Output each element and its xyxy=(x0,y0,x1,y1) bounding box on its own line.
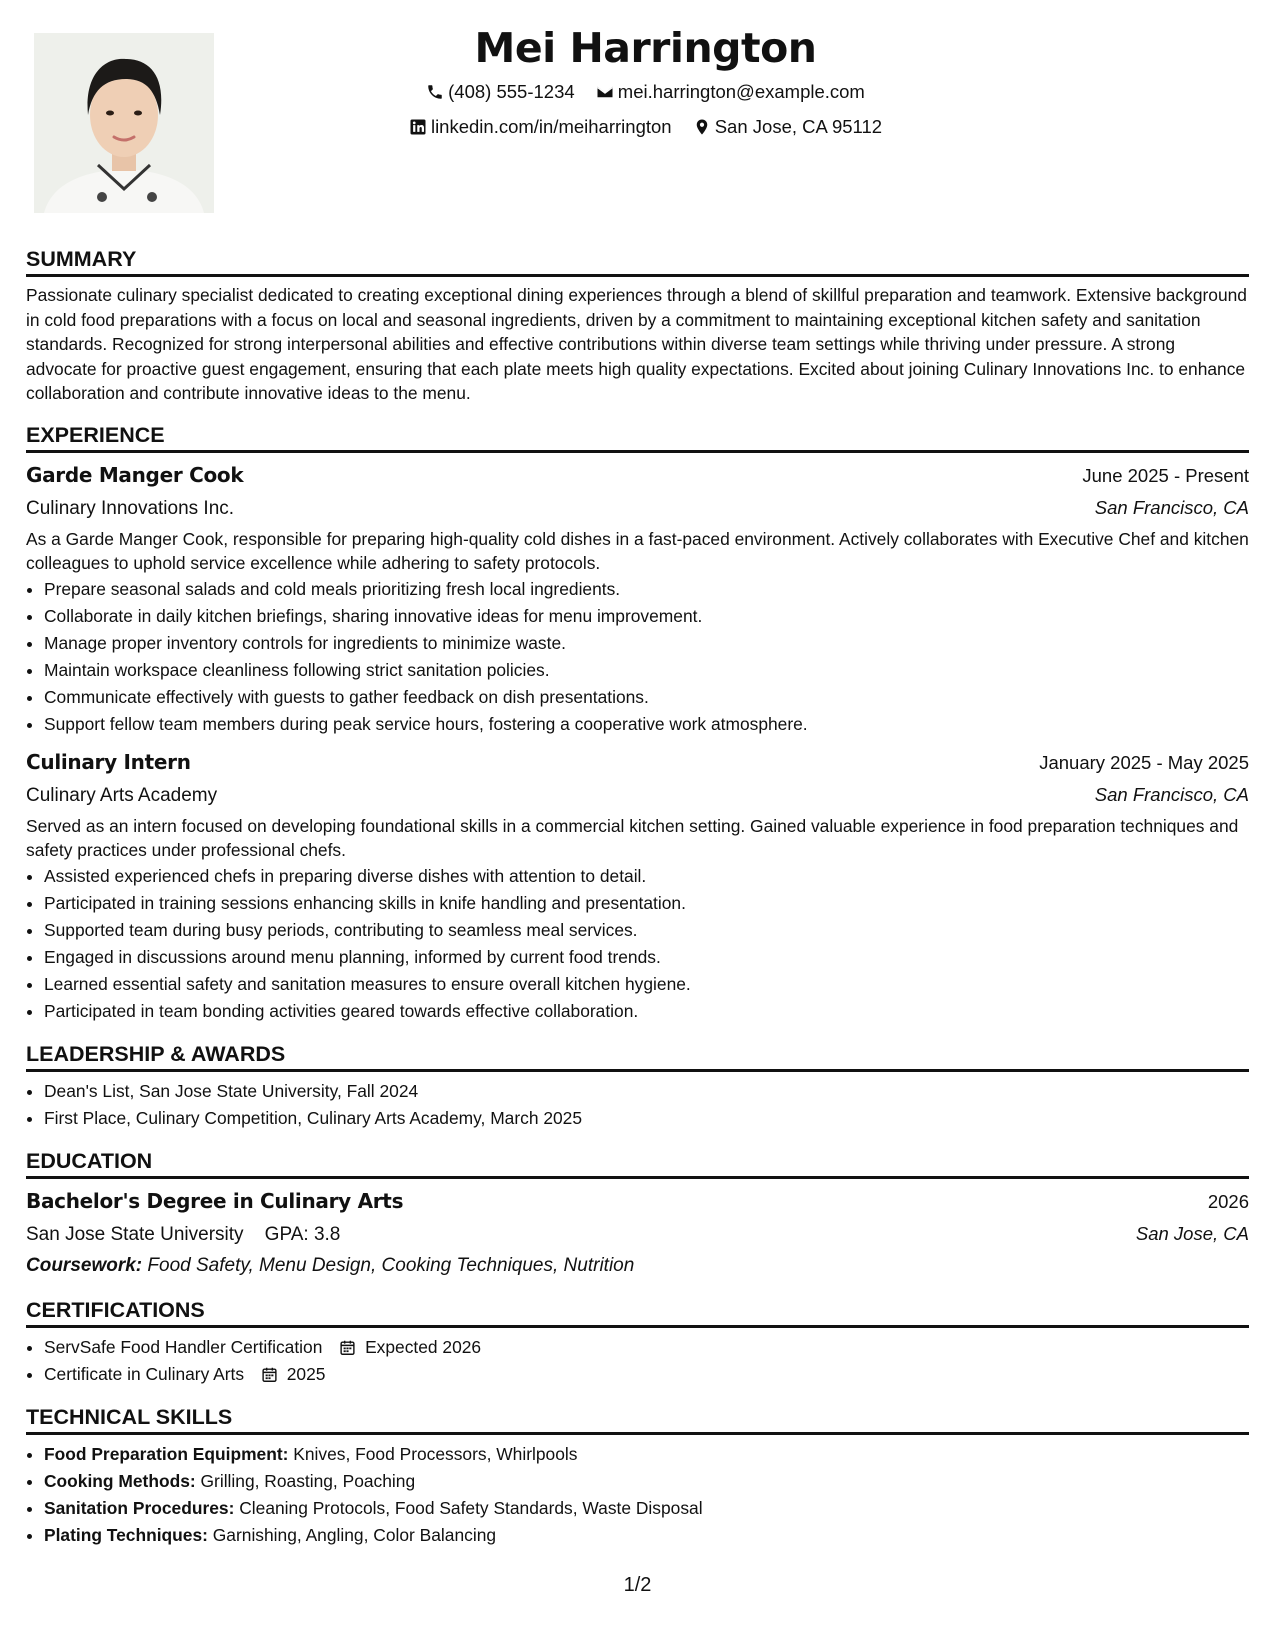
phone-contact[interactable] xyxy=(426,76,575,108)
school-info xyxy=(26,1219,340,1251)
skills-list xyxy=(26,1441,1249,1549)
skill-value: Garnishing, Angling, Color Balancing xyxy=(212,1524,497,1545)
awards-list xyxy=(26,1078,1249,1132)
contact-line-1 xyxy=(0,76,1275,111)
job-date: January 2025 - May 2025 xyxy=(1039,751,1249,773)
education-heading: EDUCATION xyxy=(26,1146,1249,1179)
list-item: • Participated in training sessions enhancing skills in knife handling and presentation. xyxy=(44,890,1249,917)
skill-label: Cooking Methods: xyxy=(44,1470,196,1491)
list-item: • Participated in team bonding activities geared towards effective collaboration. xyxy=(44,998,1249,1025)
job-bullets xyxy=(26,576,1249,738)
list-item: • Assisted experienced chefs in preparing diverse dishes with attention to detail. xyxy=(44,863,1249,890)
skill-value: Knives, Food Processors, Whirlpools xyxy=(293,1443,578,1464)
list-item: • First Place, Culinary Competition, Culinary Arts Academy, March 2025 xyxy=(44,1105,1249,1132)
school-row xyxy=(26,1218,1249,1251)
certification-name: Certificate in Culinary Arts xyxy=(44,1363,245,1384)
email-text: mei.harrington@example.com xyxy=(617,81,865,102)
job-location: San Francisco, CA xyxy=(1094,783,1249,805)
job-organization: Culinary Innovations Inc. xyxy=(26,497,235,519)
education-section xyxy=(26,1146,1249,1281)
certification-date: Expected 2026 xyxy=(365,1336,482,1357)
list-item: • Support fellow team members during peak service hours, fostering a cooperative work atmosphere. xyxy=(44,711,1249,738)
job-title-row xyxy=(26,459,1249,492)
job-org-row xyxy=(26,492,1249,525)
job-title: Garde Manger Cook xyxy=(26,462,244,487)
list-item: • Learned essential safety and sanitation measures to ensure overall kitchen hygiene. xyxy=(44,971,1249,998)
phone-text: (408) 555-1234 xyxy=(448,81,575,102)
calendar-icon xyxy=(261,1366,278,1383)
email-contact[interactable] xyxy=(596,76,865,108)
school-name: San Jose State University xyxy=(26,1223,244,1245)
awards-section xyxy=(26,1039,1249,1132)
job-date: June 2025 - Present xyxy=(1082,464,1249,486)
job-description: Served as an intern focused on developing foundational skills in a commercial kitchen setting. Gained valuable experience in food preparation techniques and safety practices under professional chefs. xyxy=(26,815,1239,860)
list-item: • Collaborate in daily kitchen briefings, sharing innovative ideas for menu improvement. xyxy=(44,603,1249,630)
skills-section xyxy=(26,1402,1249,1549)
phone-icon xyxy=(426,83,444,101)
skill-label: Plating Techniques: xyxy=(44,1524,208,1545)
coursework-list: Food Safety, Menu Design, Cooking Techniques, Nutrition xyxy=(147,1254,635,1276)
certification-date: 2025 xyxy=(286,1363,326,1384)
map-pin-icon xyxy=(693,118,711,136)
certifications-heading: CERTIFICATIONS xyxy=(26,1295,1249,1328)
envelope-icon xyxy=(596,83,614,101)
skill-label: Sanitation Procedures: xyxy=(44,1497,235,1518)
gpa: GPA: 3.8 xyxy=(264,1223,341,1245)
list-item: • Maintain workspace cleanliness following strict sanitation policies. xyxy=(44,657,1249,684)
skill-value: Cleaning Protocols, Food Safety Standards, Waste Disposal xyxy=(239,1497,703,1518)
skill-value: Grilling, Roasting, Poaching xyxy=(200,1470,416,1491)
list-item xyxy=(44,1468,1249,1495)
certification-name: ServSafe Food Handler Certification xyxy=(44,1336,323,1357)
location-text: San Jose, CA 95112 xyxy=(714,116,883,137)
skill-label: Food Preparation Equipment: xyxy=(44,1443,289,1464)
coursework xyxy=(26,1251,1249,1281)
degree-row xyxy=(26,1185,1249,1218)
graduation-year: 2026 xyxy=(1207,1190,1249,1212)
certifications-list xyxy=(26,1334,1249,1388)
list-item: • Supported team during busy periods, contributing to seamless meal services. xyxy=(44,917,1249,944)
list-item: • Prepare seasonal salads and cold meals prioritizing fresh local ingredients. xyxy=(44,576,1249,603)
resume-header xyxy=(0,20,1275,146)
list-item: • Communicate effectively with guests to gather feedback on dish presentations. xyxy=(44,684,1249,711)
school-location: San Jose, CA xyxy=(1135,1222,1249,1244)
list-item: • Manage proper inventory controls for ingredients to minimize waste. xyxy=(44,630,1249,657)
job-location: San Francisco, CA xyxy=(1094,496,1249,518)
certifications-section xyxy=(26,1295,1249,1388)
experience-heading: EXPERIENCE xyxy=(26,420,1249,453)
summary-heading: SUMMARY xyxy=(26,244,1249,277)
job-organization: Culinary Arts Academy xyxy=(26,784,218,806)
job-title: Culinary Intern xyxy=(26,749,191,774)
summary-text: Passionate culinary specialist dedicated to creating exceptional dining experiences through a blend of skillful preparation and teamwork. Extensive background in cold food preparations with a focus on local and seasonal ingredients, driven by a commitment to maintaining exceptional kitchen safety and sanitation standards. Recognized for strong interpersonal abilities and effective contributions within diverse team settings while thriving under pressure. A strong advocate for proactive guest engagement, ensuring that each plate meets high quality expectations. Excited about joining Culinary Innovations Inc. to enhance collaboration and contribute innovative ideas to the menu. xyxy=(26,285,1247,403)
linkedin-text: linkedin.com/in/meiharrington xyxy=(430,116,672,137)
degree-name: Bachelor's Degree in Culinary Arts xyxy=(26,1188,404,1213)
resume-body xyxy=(26,244,1249,1563)
job-entry xyxy=(26,459,1249,738)
list-item xyxy=(44,1495,1249,1522)
list-item: • Engaged in discussions around menu planning, informed by current food trends. xyxy=(44,944,1249,971)
list-item xyxy=(44,1334,1249,1361)
skills-heading: TECHNICAL SKILLS xyxy=(26,1402,1249,1435)
page-number: 1/2 xyxy=(623,1574,652,1596)
list-item xyxy=(44,1441,1249,1468)
calendar-icon xyxy=(339,1339,356,1356)
job-entry xyxy=(26,746,1249,1025)
list-item: • Dean's List, San Jose State University, Fall 2024 xyxy=(44,1078,1249,1105)
awards-heading: LEADERSHIP & AWARDS xyxy=(26,1039,1249,1072)
contact-line-2 xyxy=(0,111,1275,146)
candidate-name: Mei Harrington xyxy=(474,24,817,72)
linkedin-icon xyxy=(409,118,427,136)
job-org-row xyxy=(26,779,1249,812)
linkedin-contact[interactable] xyxy=(409,111,672,143)
location-contact xyxy=(693,111,882,143)
coursework-label: Coursework: xyxy=(26,1254,143,1276)
job-bullets xyxy=(26,863,1249,1025)
summary-section xyxy=(26,244,1249,406)
job-description: As a Garde Manger Cook, responsible for preparing high-quality cold dishes in a fast-paced environment. Actively collaborates with Executive Chef and kitchen colleagues to uphold service excellence while adhering to safety protocols. xyxy=(26,528,1249,573)
job-title-row xyxy=(26,746,1249,779)
list-item xyxy=(44,1522,1249,1549)
list-item xyxy=(44,1361,1249,1388)
experience-section xyxy=(26,420,1249,1025)
